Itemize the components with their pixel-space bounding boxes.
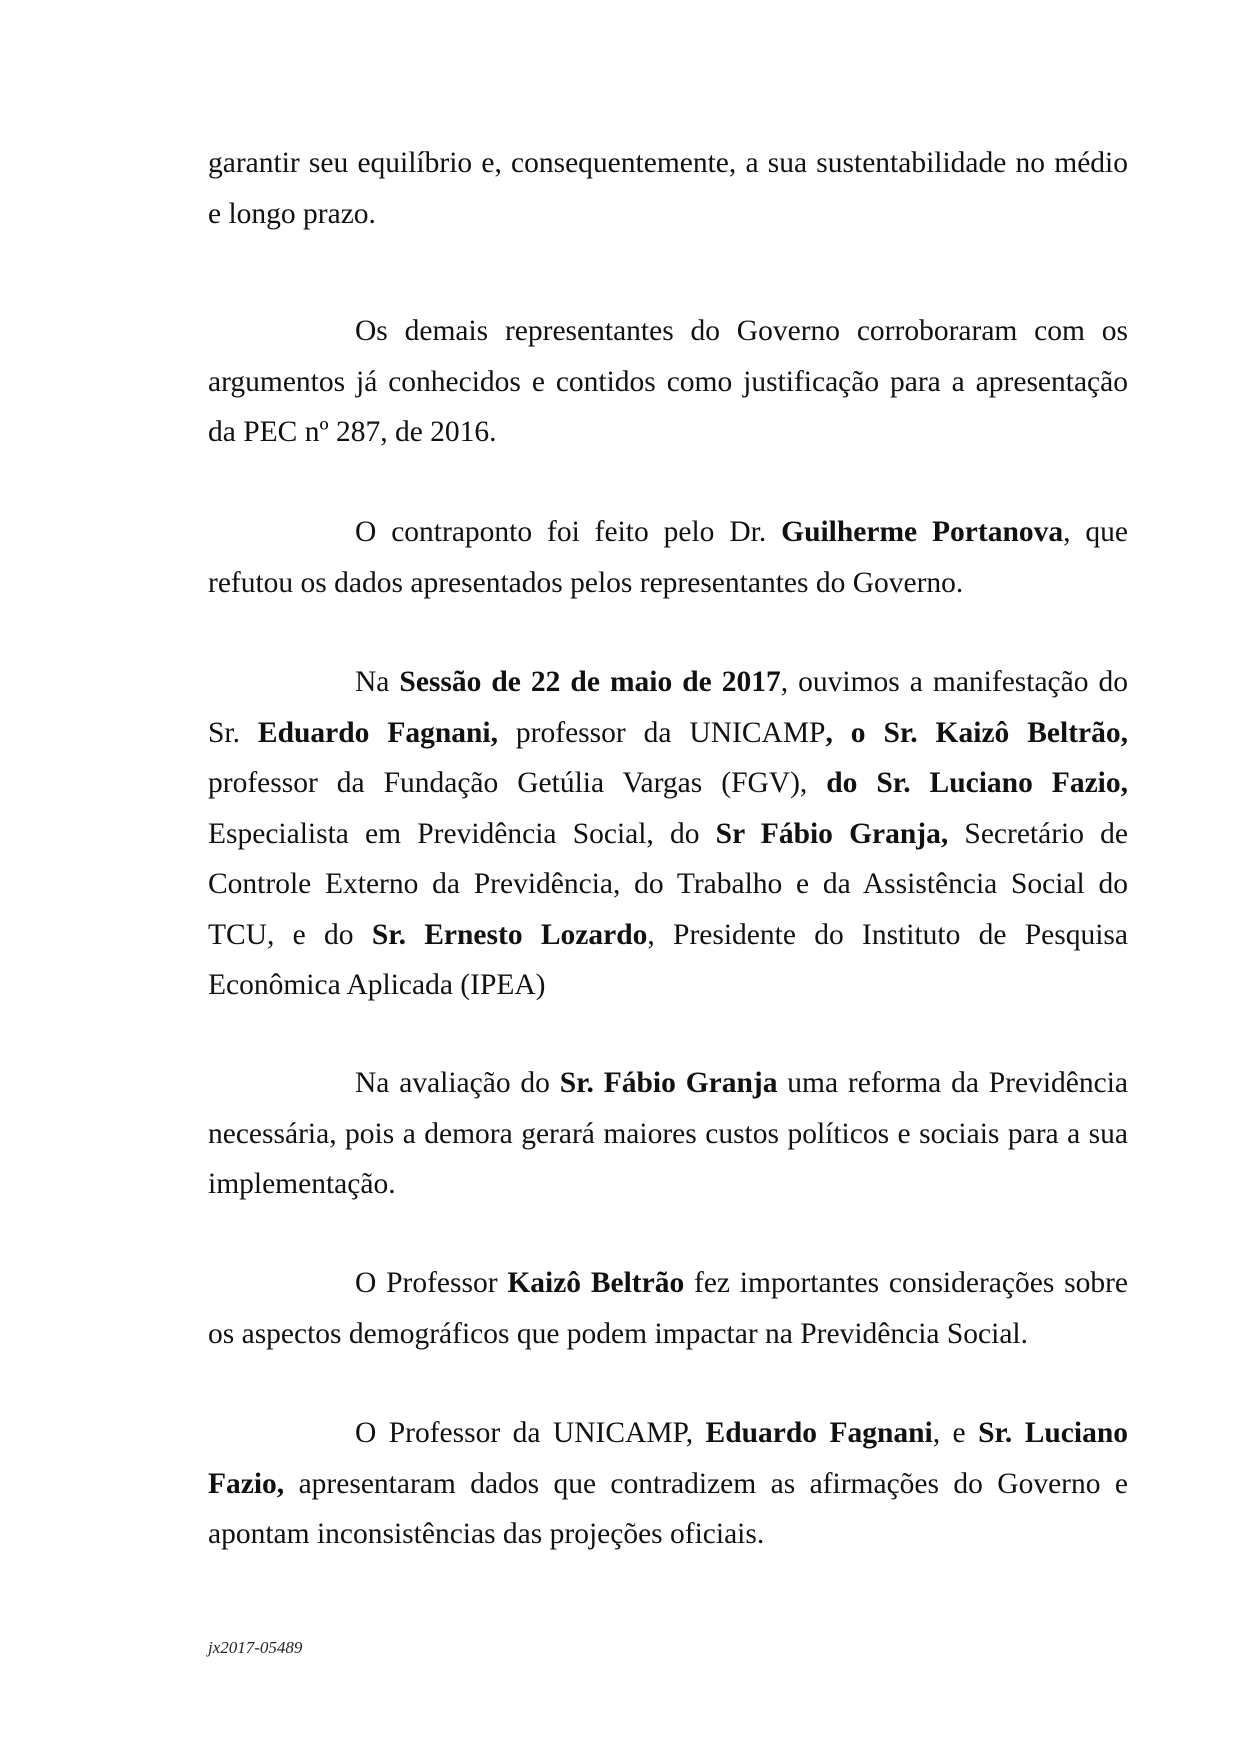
paragraph-7-text: , e	[932, 1417, 979, 1449]
paragraph-1-text: garantir seu equilíbrio e, consequentemente, a sua sustentabilidade no médio e longo prazo.	[208, 147, 1128, 230]
paragraph-5-text: Na avaliação do	[355, 1067, 560, 1099]
paragraph-5-bold-name: Sr. Fábio Granja	[559, 1067, 778, 1099]
paragraph-2-text: Os demais representantes do Governo corroboraram com os argumentos já conhecidos e contidos como justificação para a apresentação da PEC nº 287, de 2016.	[208, 315, 1128, 448]
paragraph-1	[208, 138, 1128, 239]
paragraph-5	[208, 1058, 1128, 1210]
paragraph-4-bold-name: , o Sr. Kaizô Beltrão,	[825, 716, 1128, 749]
paragraph-7-text: O Professor da UNICAMP,	[355, 1417, 706, 1449]
paragraph-7-bold-name: Sr. Luciano Fazio,	[208, 1417, 1128, 1500]
paragraph-6	[208, 1258, 1128, 1359]
paragraph-4-text: Na	[355, 666, 400, 698]
paragraph-4-text: professor da UNICAMP	[498, 716, 826, 749]
paragraph-4-bold-session: Sessão de 22 de maio de 2017	[399, 666, 781, 698]
paragraph-5-text: uma reforma da Previdência necessária, pois a demora gerará maiores custos políticos e sociais para a sua implementação.	[208, 1067, 1129, 1200]
paragraph-7	[208, 1408, 1128, 1560]
paragraph-4-bold-name: Sr. Ernesto Lozardo	[371, 918, 648, 951]
document-code-footer: jx2017-05489	[208, 1638, 303, 1657]
paragraph-6-text: O Professor	[355, 1267, 508, 1299]
paragraph-3-text: O contraponto foi feito pelo Dr.	[355, 516, 782, 548]
paragraph-4-bold-name: Eduardo Fagnani,	[257, 716, 498, 749]
paragraph-4-text: , Presidente do Instituto de Pesquisa Econômica Aplicada (IPEA)	[208, 918, 1128, 1001]
paragraph-4	[208, 657, 1128, 1011]
paragraph-7-text: apresentaram dados que contradizem as afirmações do Governo e apontam inconsistências das projeções oficiais.	[208, 1467, 1128, 1550]
paragraph-3	[208, 507, 1128, 608]
paragraph-7-bold-name: Eduardo Fagnani	[705, 1417, 933, 1449]
paragraph-2	[208, 306, 1128, 458]
paragraph-3-bold-name: Guilherme Portanova	[781, 516, 1064, 548]
paragraph-4-text: professor da Fundação Getúlia Vargas (FGV),	[208, 767, 827, 799]
paragraph-6-text: fez importantes considerações sobre os aspectos demográficos que podem impactar na Previdência Social.	[208, 1267, 1128, 1350]
paragraph-4-text: Especialista em Previdência Social, do	[208, 817, 716, 850]
paragraph-4-bold-name: Sr Fábio Granja,	[715, 817, 949, 850]
paragraph-4-bold-name: do Sr. Luciano Fazio,	[826, 767, 1128, 799]
paragraph-4-text: Secretário de Controle Externo da Previdência, do Trabalho e da Assistência Social do TCU, e do	[208, 817, 1128, 951]
paragraph-6-bold-name: Kaizô Beltrão	[507, 1267, 685, 1299]
paragraph-4-text: , ouvimos a manifestação do Sr.	[208, 666, 1129, 749]
paragraph-3-text: , que refutou os dados apresentados pelos representantes do Governo.	[208, 516, 1129, 599]
